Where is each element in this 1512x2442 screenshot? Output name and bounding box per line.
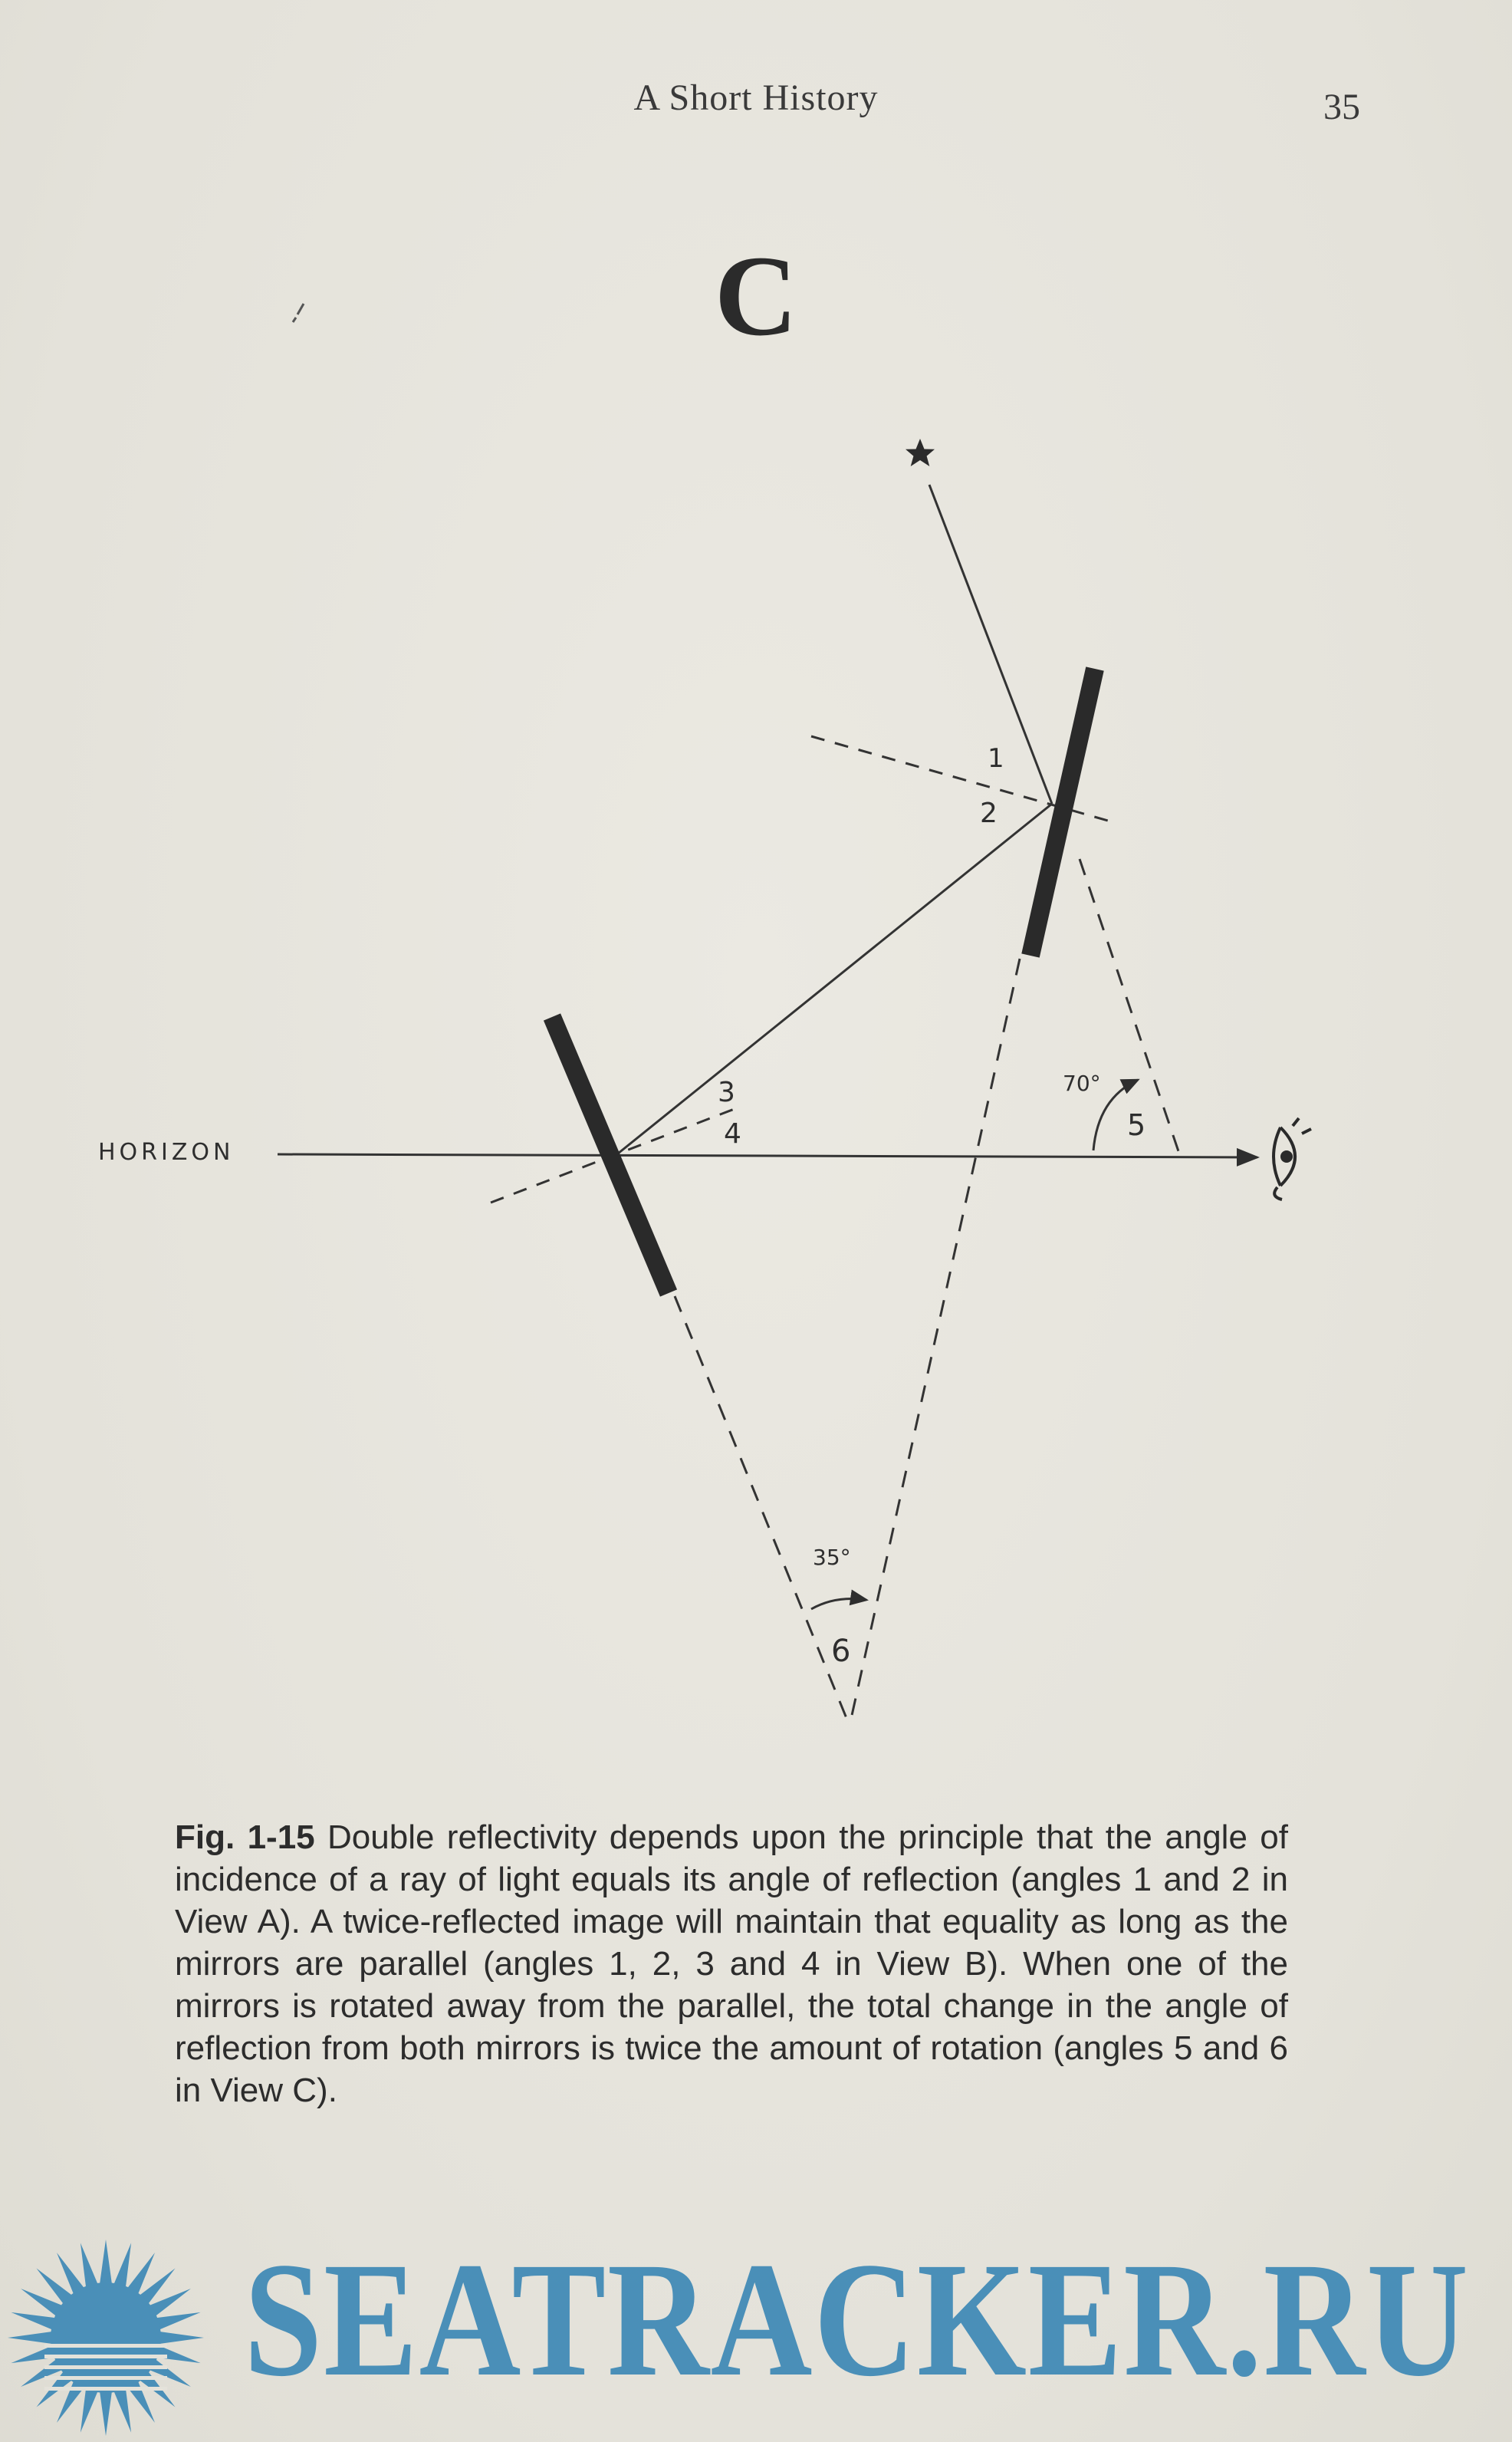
sun-stripe	[44, 2355, 167, 2358]
horizon-label: HORIZON	[98, 1139, 235, 1166]
horizon-line	[278, 1154, 1257, 1157]
figure-label: Fig. 1-15	[175, 1818, 315, 1856]
upper-mirror-extension-to-angle-6	[850, 959, 1020, 1726]
sun-stripe	[44, 2365, 167, 2369]
ray-between-mirrors	[618, 804, 1052, 1154]
page-number: 35	[1323, 87, 1360, 127]
view-letter: C	[714, 232, 798, 360]
stray-mark	[293, 304, 304, 322]
watermark-text: SEATRACKER.RU	[244, 2229, 1470, 2411]
caption-text: Double reflectivity depends upon the principle that the angle of incidence of a ray of light equals its angle of reflection (angles 1 and 2 in View A). A twice-reflected image will maintain that equality as long as the mirrors are parallel (angles 1, 2, 3 and 4 in View B). When one of the mirrors is rotated away from the parallel, the total change in the angle of reflection from both mirrors is twice the amount of rotation (angles 5 and 6 in View C).	[175, 1818, 1288, 2109]
angle-6-value: 35°	[813, 1545, 851, 1570]
angle-5-label: 5	[1127, 1108, 1146, 1142]
angle-4-label: 4	[724, 1118, 741, 1150]
running-head: A Short History	[633, 77, 879, 118]
angle-6-arc	[811, 1599, 866, 1610]
eye-icon	[1274, 1118, 1311, 1200]
angle-5-value: 70°	[1063, 1071, 1101, 1096]
sun-stripe	[44, 2387, 167, 2391]
angle-2-label: 2	[980, 798, 998, 829]
angle-3-label: 3	[718, 1077, 735, 1108]
sun-stripe	[44, 2376, 167, 2380]
sun-stripe	[44, 2344, 167, 2348]
angle-1-label: 1	[988, 743, 1004, 774]
star-icon	[906, 439, 935, 466]
lower-mirror-extension-to-angle-6	[675, 1296, 850, 1726]
angle-6-label: 6	[831, 1634, 851, 1669]
figure-caption	[175, 1816, 1288, 2111]
